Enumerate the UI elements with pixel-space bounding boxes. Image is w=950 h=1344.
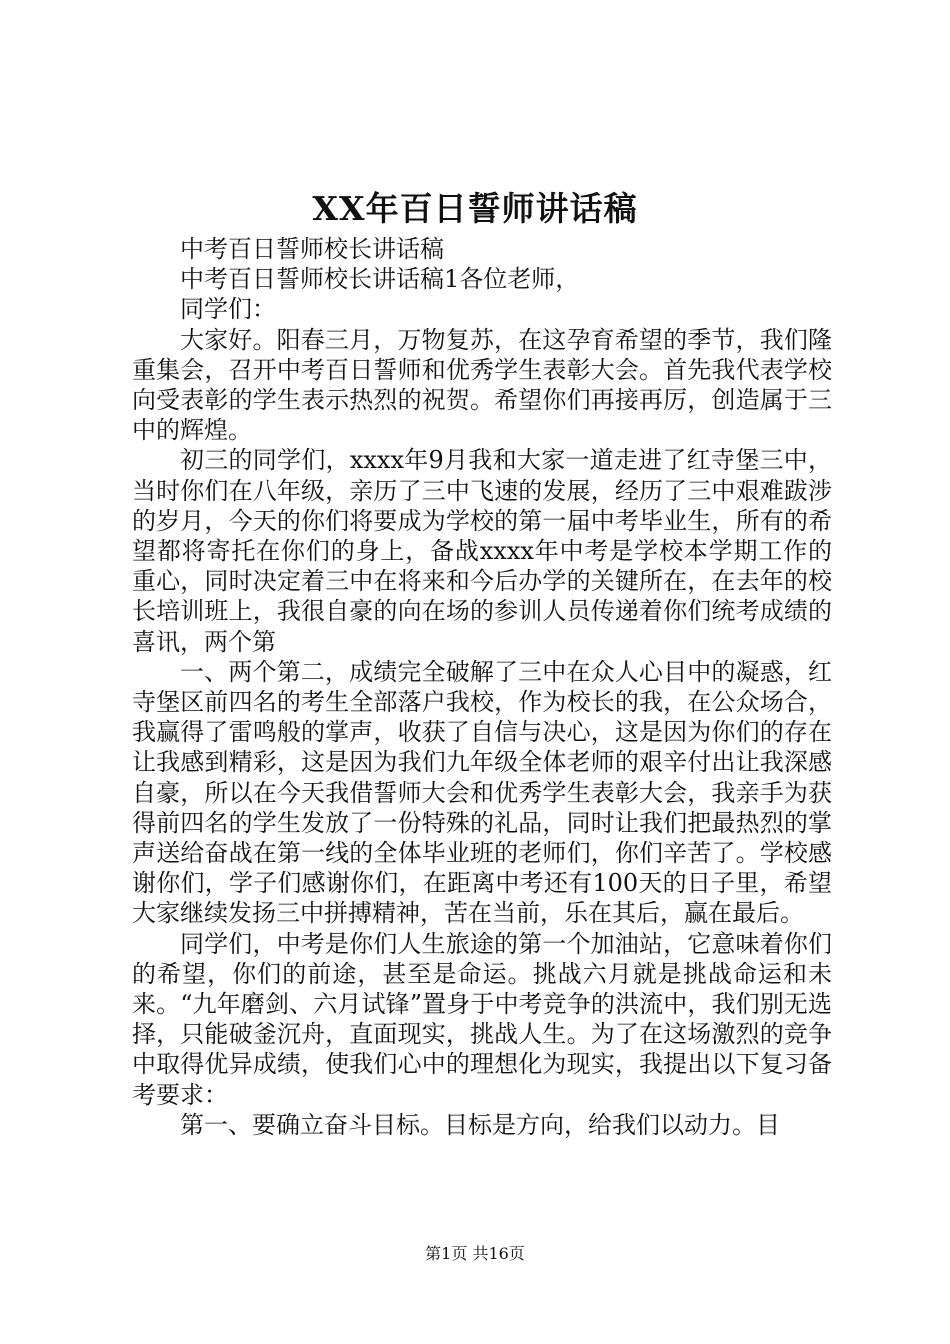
paragraph: 中考百日誓师校长讲话稿 <box>180 235 444 263</box>
paragraph: 一、两个第二，成绩完全破解了三中在众人心目中的凝惑，红寺堡区前四名的考生全部落户我校，作为校长的我，在公众场合，我赢得了雷鸣般的掌声，收获了自信与决心，这是因为你们的存在让我感到精彩，这是因为我们九年级全体老师的艰辛付出让我深感自豪，所以在今天我借誓师大会和优秀学生表彰大会，我亲手为获得前四名的学生发放了一份特殊的礼品，同时让我们把最热烈的掌声送给奋战在第一线的全体毕业班的老师们，你们辛苦了。学校感谢你们，学子们感谢你们，在距离中考还有100天的日子里，希望大家继续发扬三中拼搏精神，苦在当前，乐在其后，赢在最后。 <box>132 657 832 928</box>
document-title: XX年百日誓师讲话稿 <box>312 189 638 228</box>
document-body <box>132 234 832 1140</box>
paragraph: 第一、要确立奋斗目标。目标是方向，给我们以动力。目 <box>180 1110 780 1139</box>
paragraph: 中考百日誓师校长讲话稿1各位老师， <box>180 265 580 294</box>
paragraph: 同学们： <box>180 295 276 324</box>
paragraph: 初三的同学们，xxxx年9月我和大家一道走进了红寺堡三中，当时你们在八年级，亲历了三中飞速的发展，经历了三中艰难跋涉的岁月，今天的你们将要成为学校的第一届中考毕业生，所有的希望都将寄托在你们的身上，备战xxxx年中考是学校本学期工作的重心，同时决定着三中在将来和今后办学的关键所在，在去年的校长培训班上，我很自豪的向在场的参训人员传递着你们统考成绩的喜讯，两个第 <box>132 446 832 656</box>
paragraph: 大家好。阳春三月，万物复苏，在这孕育希望的季节，我们隆重集会，召开中考百日誓师和优秀学生表彰大会。首先我代表学校向受表彰的学生表示热烈的祝贺。希望你们再接再厉，创造属于三中的辉煌。 <box>132 325 832 445</box>
paragraph: 同学们，中考是你们人生旅途的第一个加油站，它意味着你们的希望，你们的前途，甚至是命运。挑战六月就是挑战命运和未来。“九年磨剑、六月试锋”置身于中考竞争的洪流中，我们别无选择，只能破釜沉舟，直面现实，挑战人生。为了在这场激烈的竞争中取得优异成绩，使我们心中的理想化为现实，我提出以下复习备考要求： <box>132 929 832 1109</box>
page-footer: 第1页 共16页 <box>425 1244 525 1263</box>
